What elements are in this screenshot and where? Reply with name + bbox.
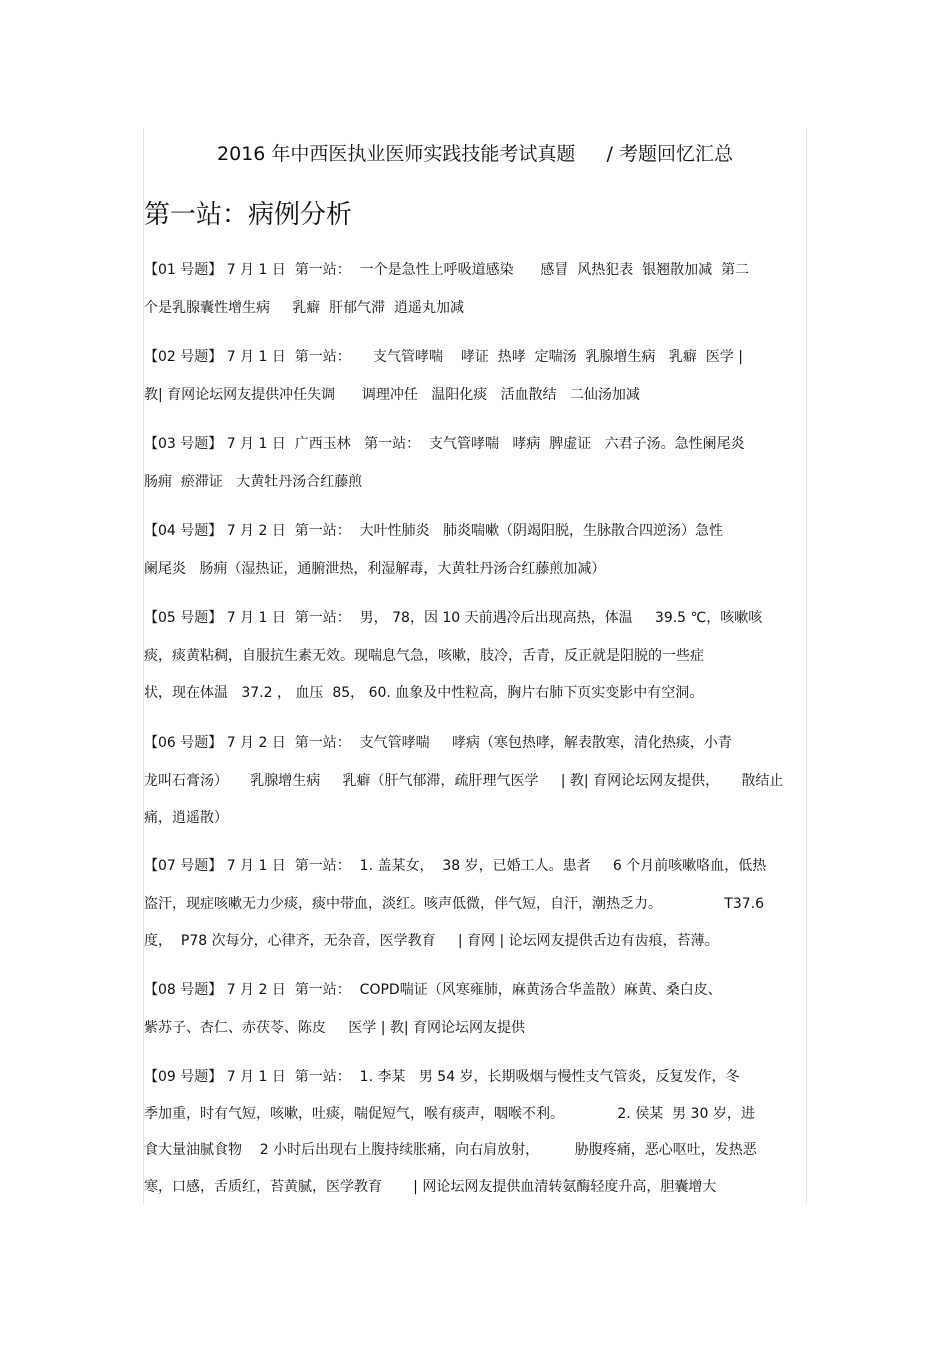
entry-07 bbox=[144, 854, 808, 967]
entry-06 bbox=[144, 731, 808, 844]
entry-line: 寒，口感，舌质红，苔黄腻，医学教育 | 网论坛网友提供血清转氨酶轻度升高，胆囊增大 bbox=[144, 1178, 717, 1195]
entry-line: 【09 号题】 7 月 1 日 第一站： 1. 李某 男 54 岁，长期吸烟与慢性支气管炎，反复发作，冬 bbox=[144, 1069, 740, 1085]
entry-line: 【03 号题】 7 月 1 日 广西玉林 第一站： 支气管哮喘 哮病 脾虚证 六君子汤。急性阑尾炎 bbox=[144, 436, 745, 452]
entry-line: 食大量油腻食物 2 小时后出现右上腹持续胀痛，向右肩放射， 胁腹疼痛，恶心呕吐，发热恶 bbox=[144, 1142, 757, 1158]
entry-line: 痛，逍遥散） bbox=[144, 810, 228, 826]
entry-05 bbox=[144, 606, 808, 719]
entry-04 bbox=[144, 519, 808, 594]
entry-line: 【01 号题】 7 月 1 日 第一站： 一个是急性上呼吸道感染 感冒 风热犯表 银翘散加减 第二 bbox=[144, 262, 750, 278]
entry-line: 教| 育网论坛网友提供冲任失调 调理冲任 温阳化痰 活血散结 二仙汤加减 bbox=[144, 386, 640, 403]
entry-line: 【05 号题】 7 月 1 日 第一站： 男， 78，因 10 天前遇冷后出现高热，体温 39.5 ℃，咳嗽咳 bbox=[144, 610, 763, 626]
entry-line: 肠痈 瘀滞证 大黄牡丹汤合红藤煎 bbox=[144, 473, 363, 490]
entry-09 bbox=[144, 1065, 808, 1211]
entry-line: 【02 号题】 7 月 1 日 第一站： 支气管哮喘 哮证 热哮 定喘汤 乳腺增生病 乳癖 医学 | bbox=[144, 349, 743, 365]
entry-03 bbox=[144, 432, 808, 507]
entry-line: 【08 号题】 7 月 2 日 第一站： COPD喘证（风寒雍肺，麻黄汤合华盖散）麻黄、桑白皮、 bbox=[144, 982, 722, 998]
entry-line: 度， P78 次每分，心律齐，无杂音，医学教育 | 育网 | 论坛网友提供舌边有齿痕，苔薄。 bbox=[144, 933, 719, 949]
entry-line: 个是乳腺囊性增生病 乳癖 肝郁气滞 逍遥丸加减 bbox=[144, 299, 465, 316]
entry-line: 龙叫石膏汤） 乳腺增生病 乳癖（肝气郁滞，疏肝理气医学 | 教| 育网论坛网友提供， 散结止 bbox=[144, 772, 784, 789]
entry-line: 【04 号题】 7 月 2 日 第一站： 大叶性肺炎 肺炎喘嗽（阴竭阳脱，生脉散合四逆汤）急性 bbox=[144, 523, 724, 539]
entry-line: 阑尾炎 肠痈（湿热证，通腑泄热，利湿解毒，大黄牡丹汤合红藤煎加减） bbox=[144, 560, 606, 577]
entry-01 bbox=[144, 258, 808, 333]
entry-08 bbox=[144, 978, 808, 1053]
entry-line: 状，现在体温 37.2 ， 血压 85， 60. 血象及中性粒高，胸片右肺下页实变影中有空洞。 bbox=[144, 685, 704, 701]
entry-line: 季加重，时有气短，咳嗽，吐痰，喘促短气，喉有痰声，咽喉不利。 2. 侯某 男 30 岁，进 bbox=[144, 1105, 755, 1122]
document-title: 2016 年中西医执业医师实践技能考试真题 / 考题回忆汇总 bbox=[217, 143, 733, 165]
entry-line: 【06 号题】 7 月 2 日 第一站： 支气管哮喘 哮病（寒包热哮，解表散寒，清化热痰，小青 bbox=[144, 735, 732, 751]
section-heading: 第一站：病例分析 bbox=[144, 200, 353, 230]
entry-line: 盗汗，现症咳嗽无力少痰，痰中带血，淡红。咳声低微，伴气短，自汗，潮热乏力。 T37.6 bbox=[144, 895, 765, 912]
entry-line: 紫苏子、杏仁、赤茯苓、陈皮 医学 | 教| 育网论坛网友提供 bbox=[144, 1019, 526, 1036]
entry-02 bbox=[144, 345, 808, 420]
entry-line: 痰，痰黄粘稠，自服抗生素无效。现喘息气急，咳嗽，肢冷，舌青，反正就是阳脱的一些症 bbox=[144, 647, 704, 664]
entry-line: 【07 号题】 7 月 1 日 第一站： 1. 盖某女， 38 岁，已婚工人。患者 6 个月前咳嗽咯血，低热 bbox=[144, 858, 767, 874]
